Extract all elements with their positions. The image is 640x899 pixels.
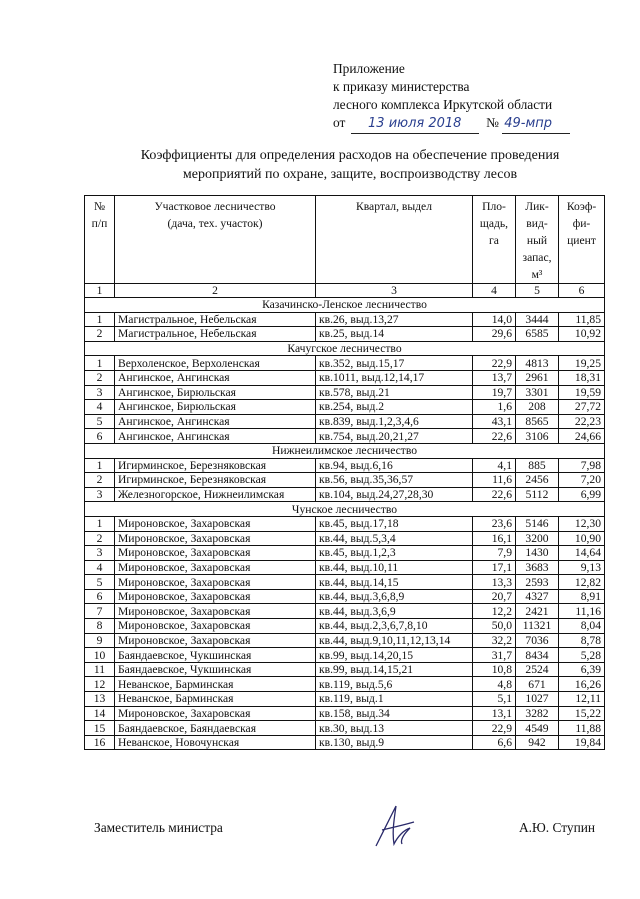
row-number: 14: [85, 706, 115, 721]
row-stock: 2421: [516, 604, 559, 619]
column-number-row: [85, 284, 605, 298]
row-quarter: кв.94, выд.6,16: [316, 458, 473, 473]
table-row: [85, 648, 605, 663]
number-label: №: [486, 115, 499, 130]
row-quarter: кв.45, выд.17,18: [316, 516, 473, 531]
row-area: 17,1: [473, 560, 516, 575]
appendix-header: [333, 60, 570, 134]
row-coef: 6,99: [559, 487, 605, 502]
row-area: 14,0: [473, 312, 516, 327]
row-site: Неванское, Барминская: [115, 677, 316, 692]
row-number: 1: [85, 458, 115, 473]
table-row: [85, 589, 605, 604]
row-coef: 10,90: [559, 531, 605, 546]
row-area: 31,7: [473, 648, 516, 663]
row-area: 29,6: [473, 327, 516, 342]
row-site: Магистральное, Небельская: [115, 312, 316, 327]
row-area: 7,9: [473, 546, 516, 561]
row-quarter: кв.44, выд.3,6,9: [316, 604, 473, 619]
row-number: 9: [85, 633, 115, 648]
row-coef: 11,88: [559, 721, 605, 736]
table-row: [85, 560, 605, 575]
row-coef: 19,25: [559, 356, 605, 371]
row-coef: 24,66: [559, 429, 605, 444]
table-row: [85, 662, 605, 677]
table-row: [85, 458, 605, 473]
row-site: Неванское, Новочунская: [115, 735, 316, 750]
header-stock: Лик- вид- ный запас, м³: [516, 196, 559, 284]
row-stock: 1430: [516, 546, 559, 561]
row-coef: 27,72: [559, 400, 605, 415]
section-row: [85, 443, 605, 458]
row-coef: 19,59: [559, 385, 605, 400]
row-stock: 8434: [516, 648, 559, 663]
row-stock: 3301: [516, 385, 559, 400]
row-stock: 2456: [516, 473, 559, 488]
row-site: Ангинское, Ангинская: [115, 414, 316, 429]
row-stock: 2961: [516, 370, 559, 385]
table-row: [85, 721, 605, 736]
row-stock: 3444: [516, 312, 559, 327]
row-quarter: кв.44, выд.9,10,11,12,13,14: [316, 633, 473, 648]
row-stock: 5112: [516, 487, 559, 502]
row-site: Мироновское, Захаровская: [115, 589, 316, 604]
row-site: Мироновское, Захаровская: [115, 560, 316, 575]
row-area: 50,0: [473, 619, 516, 634]
row-number: 12: [85, 677, 115, 692]
row-quarter: кв.130, выд.9: [316, 735, 473, 750]
table-row: [85, 633, 605, 648]
row-quarter: кв.25, выд.14: [316, 327, 473, 342]
table-row: [85, 400, 605, 415]
header-coef: Коэф- фи- циент: [559, 196, 605, 284]
table-body: [85, 298, 605, 750]
row-coef: 12,30: [559, 516, 605, 531]
row-coef: 5,28: [559, 648, 605, 663]
row-site: Баяндаевское, Баяндаевская: [115, 721, 316, 736]
row-area: 16,1: [473, 531, 516, 546]
row-stock: 208: [516, 400, 559, 415]
table-row: [85, 575, 605, 590]
section-title: Казачинско-Ленское лесничество: [85, 298, 605, 313]
row-area: 11,6: [473, 473, 516, 488]
handwritten-number: 49-мпр: [502, 115, 570, 134]
section-title: Чунское лесничество: [85, 502, 605, 517]
row-quarter: кв.44, выд.5,3,4: [316, 531, 473, 546]
table-row: [85, 327, 605, 342]
row-number: 3: [85, 487, 115, 502]
table-row: [85, 735, 605, 750]
row-number: 1: [85, 356, 115, 371]
header-area: Пло- щадь, га: [473, 196, 516, 284]
row-area: 13,3: [473, 575, 516, 590]
coefficients-table: [84, 195, 605, 750]
table-row: [85, 619, 605, 634]
row-coef: 22,23: [559, 414, 605, 429]
row-site: Мироновское, Захаровская: [115, 575, 316, 590]
row-number: 7: [85, 604, 115, 619]
row-quarter: кв.44, выд.2,3,6,7,8,10: [316, 619, 473, 634]
row-site: Мироновское, Захаровская: [115, 619, 316, 634]
row-stock: 3683: [516, 560, 559, 575]
row-area: 13,7: [473, 370, 516, 385]
row-stock: 3106: [516, 429, 559, 444]
row-coef: 11,16: [559, 604, 605, 619]
row-site: Баяндаевское, Чукшинская: [115, 662, 316, 677]
row-site: Железногорское, Нижнеилимская: [115, 487, 316, 502]
section-row: [85, 298, 605, 313]
row-site: Мироновское, Захаровская: [115, 516, 316, 531]
row-number: 2: [85, 531, 115, 546]
row-quarter: кв.754, выд.20,21,27: [316, 429, 473, 444]
ministry-name: лесного комплекса Иркутской области: [333, 97, 553, 112]
row-site: Баяндаевское, Чукшинская: [115, 648, 316, 663]
table-row: [85, 414, 605, 429]
row-coef: 18,31: [559, 370, 605, 385]
row-area: 12,2: [473, 604, 516, 619]
row-stock: 8565: [516, 414, 559, 429]
row-site: Игирминское, Березняковская: [115, 473, 316, 488]
row-coef: 12,11: [559, 692, 605, 707]
table-row: [85, 473, 605, 488]
row-site: Мироновское, Захаровская: [115, 546, 316, 561]
table-row: [85, 312, 605, 327]
appendix-label: Приложение: [333, 61, 405, 76]
row-quarter: кв.158, выд.34: [316, 706, 473, 721]
row-stock: 4813: [516, 356, 559, 371]
row-site: Ангинское, Бирюльская: [115, 400, 316, 415]
table-row: [85, 487, 605, 502]
row-area: 43,1: [473, 414, 516, 429]
row-coef: 11,85: [559, 312, 605, 327]
row-coef: 10,92: [559, 327, 605, 342]
header-num: № п/п: [85, 196, 115, 284]
row-number: 3: [85, 385, 115, 400]
row-stock: 4549: [516, 721, 559, 736]
row-coef: 16,26: [559, 677, 605, 692]
table-row: [85, 706, 605, 721]
row-number: 3: [85, 546, 115, 561]
row-quarter: кв.56, выд.35,36,57: [316, 473, 473, 488]
row-quarter: кв.119, выд.1: [316, 692, 473, 707]
row-number: 5: [85, 575, 115, 590]
row-coef: 15,22: [559, 706, 605, 721]
row-quarter: кв.26, выд.13,27: [316, 312, 473, 327]
order-ref: к приказу министерства: [333, 79, 470, 94]
row-quarter: кв.352, выд.15,17: [316, 356, 473, 371]
row-coef: 9,13: [559, 560, 605, 575]
row-site: Ангинское, Ангинская: [115, 429, 316, 444]
row-quarter: кв.1011, выд.12,14,17: [316, 370, 473, 385]
row-number: 11: [85, 662, 115, 677]
row-number: 6: [85, 589, 115, 604]
row-quarter: кв.30, выд.13: [316, 721, 473, 736]
title-line-1: Коэффициенты для определения расходов на обеспечение проведения: [140, 148, 560, 163]
row-quarter: кв.45, выд.1,2,3: [316, 546, 473, 561]
row-stock: 7036: [516, 633, 559, 648]
row-area: 4,8: [473, 677, 516, 692]
col-number: 6: [559, 284, 605, 298]
row-area: 20,7: [473, 589, 516, 604]
row-number: 16: [85, 735, 115, 750]
table-row: [85, 370, 605, 385]
row-stock: 671: [516, 677, 559, 692]
row-stock: 1027: [516, 692, 559, 707]
row-quarter: кв.44, выд.14,15: [316, 575, 473, 590]
section-row: [85, 341, 605, 356]
handwritten-date: 13 июля 2018: [351, 115, 479, 134]
row-coef: 6,39: [559, 662, 605, 677]
row-number: 6: [85, 429, 115, 444]
col-number: 3: [316, 284, 473, 298]
table-row: [85, 516, 605, 531]
section-title: Нижнеилимское лесничество: [85, 443, 605, 458]
table-row: [85, 604, 605, 619]
row-coef: 8,91: [559, 589, 605, 604]
signature: [370, 800, 418, 857]
header-site: Участковое лесничество (дача, тех. участок): [115, 196, 316, 284]
row-area: 23,6: [473, 516, 516, 531]
row-stock: 885: [516, 458, 559, 473]
row-area: 4,1: [473, 458, 516, 473]
row-site: Игирминское, Березняковская: [115, 458, 316, 473]
row-coef: 7,98: [559, 458, 605, 473]
section-title: Качугское лесничество: [85, 341, 605, 356]
row-number: 4: [85, 560, 115, 575]
section-row: [85, 502, 605, 517]
row-quarter: кв.99, выд.14,15,21: [316, 662, 473, 677]
row-area: 22,9: [473, 356, 516, 371]
table-row: [85, 356, 605, 371]
row-area: 5,1: [473, 692, 516, 707]
row-quarter: кв.99, выд.14,20,15: [316, 648, 473, 663]
row-site: Мироновское, Захаровская: [115, 604, 316, 619]
header-quarter: Квартал, выдел: [316, 196, 473, 284]
row-number: 13: [85, 692, 115, 707]
row-area: 6,6: [473, 735, 516, 750]
row-stock: 2524: [516, 662, 559, 677]
title-line-2: мероприятий по охране, защите, воспроизводству лесов: [182, 167, 518, 182]
from-label: от: [333, 115, 346, 130]
row-number: 2: [85, 370, 115, 385]
row-site: Ангинское, Бирюльская: [115, 385, 316, 400]
row-quarter: кв.839, выд.1,2,3,4,6: [316, 414, 473, 429]
row-quarter: кв.578, выд.21: [316, 385, 473, 400]
col-number: 1: [85, 284, 115, 298]
row-number: 4: [85, 400, 115, 415]
row-stock: 2593: [516, 575, 559, 590]
row-site: Мироновское, Захаровская: [115, 531, 316, 546]
row-site: Неванское, Барминская: [115, 692, 316, 707]
row-stock: 942: [516, 735, 559, 750]
row-number: 1: [85, 516, 115, 531]
row-number: 1: [85, 312, 115, 327]
row-coef: 19,84: [559, 735, 605, 750]
row-area: 13,1: [473, 706, 516, 721]
row-coef: 12,82: [559, 575, 605, 590]
col-number: 4: [473, 284, 516, 298]
row-number: 10: [85, 648, 115, 663]
row-area: 22,6: [473, 487, 516, 502]
row-quarter: кв.44, выд.10,11: [316, 560, 473, 575]
row-number: 15: [85, 721, 115, 736]
col-number: 5: [516, 284, 559, 298]
row-quarter: кв.254, выд.2: [316, 400, 473, 415]
row-stock: 3200: [516, 531, 559, 546]
row-area: 22,6: [473, 429, 516, 444]
col-number: 2: [115, 284, 316, 298]
row-area: 32,2: [473, 633, 516, 648]
table-row: [85, 429, 605, 444]
row-site: Магистральное, Небельская: [115, 327, 316, 342]
row-number: 2: [85, 327, 115, 342]
row-area: 1,6: [473, 400, 516, 415]
row-area: 10,8: [473, 662, 516, 677]
row-stock: 11321: [516, 619, 559, 634]
row-coef: 7,20: [559, 473, 605, 488]
row-site: Ангинское, Ангинская: [115, 370, 316, 385]
table-header-row: [85, 196, 605, 284]
row-quarter: кв.119, выд.5,6: [316, 677, 473, 692]
row-quarter: кв.44, выд.3,6,8,9: [316, 589, 473, 604]
table-row: [85, 531, 605, 546]
row-site: Верхоленское, Верхоленская: [115, 356, 316, 371]
row-number: 2: [85, 473, 115, 488]
row-number: 5: [85, 414, 115, 429]
row-stock: 6585: [516, 327, 559, 342]
row-coef: 8,78: [559, 633, 605, 648]
row-site: Мироновское, Захаровская: [115, 706, 316, 721]
row-area: 19,7: [473, 385, 516, 400]
row-coef: 8,04: [559, 619, 605, 634]
row-quarter: кв.104, выд.24,27,28,30: [316, 487, 473, 502]
table-row: [85, 546, 605, 561]
signatory-position: Заместитель министра: [94, 820, 223, 835]
row-number: 8: [85, 619, 115, 634]
table-row: [85, 692, 605, 707]
row-stock: 4327: [516, 589, 559, 604]
document-title: [60, 146, 640, 184]
table-row: [85, 385, 605, 400]
row-coef: 14,64: [559, 546, 605, 561]
order-date-line: [333, 114, 570, 134]
row-site: Мироновское, Захаровская: [115, 633, 316, 648]
row-stock: 5146: [516, 516, 559, 531]
table-row: [85, 677, 605, 692]
row-stock: 3282: [516, 706, 559, 721]
row-area: 22,9: [473, 721, 516, 736]
signatory-name: А.Ю. Ступин: [519, 820, 596, 835]
